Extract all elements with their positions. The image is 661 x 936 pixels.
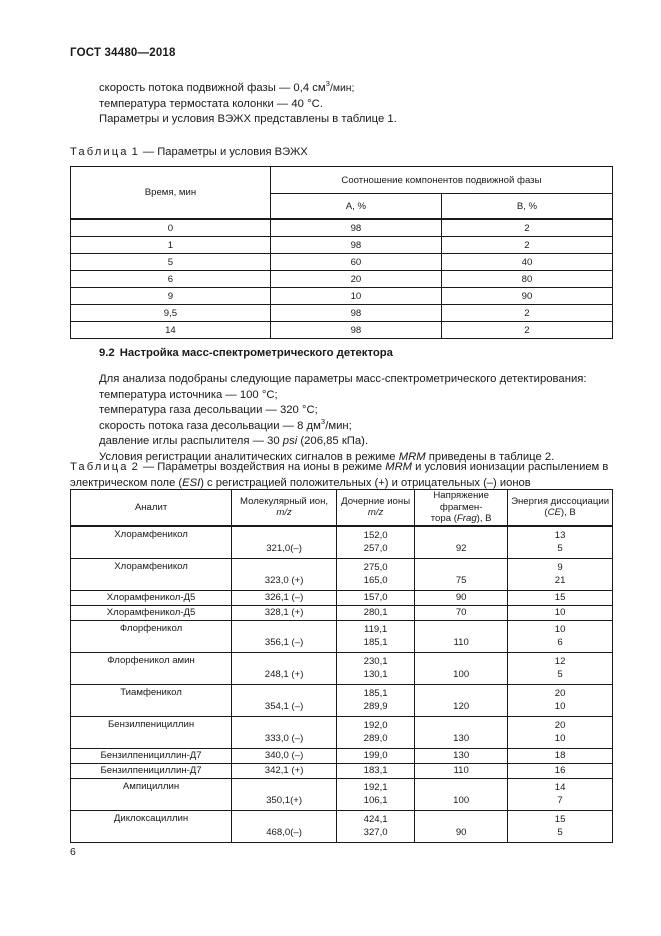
table2-cell-frag: 120	[415, 684, 508, 716]
table2-cell-analyte: Хлорамфеникол	[71, 558, 232, 590]
table2-cell-analyte: Флорфеникол	[71, 620, 232, 652]
sec92-line-6-italic: MRM	[398, 450, 426, 463]
table-hplc-parameters	[70, 166, 613, 339]
table1-cell-a: 98	[270, 237, 441, 254]
table1-cell-a: 10	[270, 288, 441, 305]
table2-cell-frag: 110	[415, 620, 508, 652]
sec92-line-4	[99, 419, 619, 435]
table2-cell-daughter-ions: 192,0 289,0	[337, 716, 415, 748]
intro-paragraph	[99, 81, 619, 128]
table1-cell-time: 1	[71, 237, 271, 254]
table1-cell-time: 5	[71, 254, 271, 271]
table2-cell-molecular-ion: 468,0(–)	[232, 810, 337, 842]
table-row	[71, 716, 613, 748]
table2-header-frag-italic: Frag	[456, 513, 477, 524]
table2-header-ce-line2	[508, 507, 612, 519]
table2-cell-daughter-ions: 230,1 130,1	[337, 652, 415, 684]
table2-header-frag-line2-post: ), В	[476, 513, 492, 524]
table-row	[71, 778, 613, 810]
table2-caption-italic-esi: ESI	[182, 476, 201, 489]
table-row	[71, 652, 613, 684]
table2-header-analyte: Аналит	[71, 490, 232, 526]
table2-cell-molecular-ion: 340,0 (–)	[232, 748, 337, 763]
table2-cell-frag: 70	[415, 605, 508, 620]
table2-cell-daughter-ions: 199,0	[337, 748, 415, 763]
standard-header: ГОСТ 34480—2018	[70, 47, 176, 59]
table2-cell-ce: 15 5	[508, 810, 613, 842]
table1-cell-time: 6	[71, 271, 271, 288]
table1-cell-b: 2	[441, 322, 612, 339]
table1-cell-b: 90	[441, 288, 612, 305]
table1-cell-a: 60	[270, 254, 441, 271]
table1-caption-number: 1	[131, 146, 138, 158]
table1-caption-word: Таблица	[70, 146, 129, 158]
table2-cell-ce: 20 10	[508, 716, 613, 748]
sec92-line-1: Для анализа подобраны следующие параметры масс-спектрометрического детектирования:	[99, 373, 587, 385]
table2-cell-daughter-ions: 152,0 257,0	[337, 526, 415, 559]
table2-caption	[70, 460, 615, 491]
table1-cell-time: 9,5	[71, 305, 271, 322]
table1-cell-b: 2	[441, 219, 612, 237]
table2-cell-frag: 130	[415, 716, 508, 748]
table2-cell-ce: 13 5	[508, 526, 613, 559]
table2-header-fragmentor-voltage	[415, 490, 508, 526]
table2-cell-analyte: Бензилпенициллин	[71, 716, 232, 748]
table1-cell-a: 98	[270, 219, 441, 237]
table2-cell-molecular-ion: 328,1 (+)	[232, 605, 337, 620]
table2-caption-italic-mrm: MRM	[385, 461, 412, 473]
intro-line-1-pre: скорость потока подвижной фазы — 0,4 см	[99, 82, 326, 94]
table2-header-ce-italic: CE	[547, 507, 561, 519]
sec92-line-2: температура источника — 100 °C;	[99, 388, 278, 401]
table2-header-molecular-ion-line1: Молекулярный ион,	[240, 495, 329, 507]
table2-header-daughter-ions-line1: Дочерние ионы	[341, 495, 411, 507]
table2-cell-daughter-ions: 424,1 327,0	[337, 810, 415, 842]
table2-cell-molecular-ion: 321,0(–)	[232, 526, 337, 559]
sec92-line-4-post: /мин;	[325, 419, 352, 432]
table2-cell-analyte: Диклоксациллин	[71, 810, 232, 842]
table-row	[71, 590, 613, 605]
sec92-line-5-pre: давление иглы распылителя — 30	[99, 435, 283, 448]
table2-cell-ce: 10	[508, 605, 613, 620]
table2-cell-analyte: Флорфеникол амин	[71, 652, 232, 684]
table2-caption-part1: — Параметры воздействия на ионы в режиме	[142, 461, 386, 473]
table-row	[71, 219, 613, 237]
table-row	[71, 810, 613, 842]
table2-cell-molecular-ion: 326,1 (–)	[232, 590, 337, 605]
table2-cell-ce: 9 21	[508, 558, 613, 590]
page-number: 6	[70, 846, 76, 858]
table-row	[71, 322, 613, 339]
table1-cell-b: 2	[441, 237, 612, 254]
table2-cell-ce: 20 10	[508, 684, 613, 716]
table2-cell-ce: 12 5	[508, 652, 613, 684]
table2-cell-frag: 90	[415, 810, 508, 842]
table2-header-row	[71, 490, 613, 526]
table2-header-molecular-ion-line2: m/z	[276, 507, 292, 519]
table2-cell-daughter-ions: 185,1 289,9	[337, 684, 415, 716]
section-9-2-paragraph	[99, 372, 619, 466]
table2-header-ce-line2-pre: (	[544, 507, 548, 519]
table2-cell-molecular-ion: 350,1(+)	[232, 778, 337, 810]
table-row	[71, 558, 613, 590]
table2-caption-line2-pre: электрическом поле (	[70, 476, 183, 489]
table2-header-frag-line1: Напряжение фрагмен-	[433, 490, 489, 513]
table-row	[71, 237, 613, 254]
table2-cell-analyte: Хлорамфеникол-Д5	[71, 605, 232, 620]
table2-caption-part2: и условия ионизации распылением в	[411, 461, 609, 473]
table2-cell-analyte: Бензилпенициллин-Д7	[71, 748, 232, 763]
table2-cell-frag: 92	[415, 526, 508, 559]
table2-header-ce-line1: Энергия диссоциации	[511, 495, 610, 507]
table2-header-frag-line2	[415, 513, 507, 525]
table2-cell-molecular-ion: 356,1 (–)	[232, 620, 337, 652]
table1-cell-a: 98	[270, 322, 441, 339]
sec92-line-6-post: приведены в таблице 2.	[425, 450, 555, 463]
table-row	[71, 254, 613, 271]
table-row	[71, 305, 613, 322]
intro-line-2: температура термостата колонки — 40 °C.	[99, 97, 323, 110]
table2-cell-analyte: Тиамфеникол	[71, 684, 232, 716]
table2-cell-molecular-ion: 333,0 (–)	[232, 716, 337, 748]
table1-header-a-percent: А, %	[270, 194, 441, 220]
table2-cell-daughter-ions: 192,1 106,1	[337, 778, 415, 810]
table2-caption-line2-post: ) с регистрацией положительных (+) и отрицательных (–) ионов	[200, 476, 531, 489]
table2-cell-ce: 10 6	[508, 620, 613, 652]
intro-line-1	[99, 81, 619, 97]
table2-cell-ce: 18	[508, 748, 613, 763]
table2-caption-word: Таблица	[70, 461, 129, 473]
table1-caption-text: — Параметры и условия ВЭЖХ	[142, 146, 308, 158]
table2-cell-molecular-ion: 323,0 (+)	[232, 558, 337, 590]
table2-cell-molecular-ion: 248,1 (+)	[232, 652, 337, 684]
table2-cell-daughter-ions: 275,0 165,0	[337, 558, 415, 590]
table2-cell-daughter-ions: 183,1	[337, 763, 415, 778]
table2-cell-daughter-ions: 157,0	[337, 590, 415, 605]
sec92-line-5	[99, 434, 619, 450]
sec92-line-4-superscript: 3	[320, 417, 326, 427]
table2-cell-frag: 90	[415, 590, 508, 605]
table2-cell-analyte: Хлорамфеникол	[71, 526, 232, 559]
sec92-line-5-post: (206,85 кПа).	[297, 435, 369, 448]
table2-cell-analyte: Ампициллин	[71, 778, 232, 810]
table-row	[71, 684, 613, 716]
table1-cell-a: 98	[270, 305, 441, 322]
table2-cell-ce: 16	[508, 763, 613, 778]
table1-cell-time: 9	[71, 288, 271, 305]
table1-cell-time: 0	[71, 219, 271, 237]
table1-caption	[70, 145, 615, 161]
table1-cell-a: 20	[270, 271, 441, 288]
table2-cell-analyte: Бензилпенициллин-Д7	[71, 763, 232, 778]
table1-cell-b: 2	[441, 305, 612, 322]
table2-cell-daughter-ions: 119,1 185,1	[337, 620, 415, 652]
sec92-line-3: температура газа десольвации — 320 °C;	[99, 404, 318, 417]
table2-cell-molecular-ion: 342,1 (+)	[232, 763, 337, 778]
section-heading-9-2	[99, 347, 393, 359]
table2-cell-ce: 15	[508, 590, 613, 605]
table2-cell-daughter-ions: 280,1	[337, 605, 415, 620]
table2-header-frag-line2-pre: тора (	[430, 513, 457, 524]
table2-cell-frag: 100	[415, 778, 508, 810]
table2-cell-frag: 100	[415, 652, 508, 684]
section-title: Настройка масс-спектрометрического детектора	[119, 347, 393, 359]
table-row	[71, 763, 613, 778]
sec92-line-4-pre: скорость потока газа десольвации — 8 дм	[99, 419, 321, 432]
table2-caption-number: 2	[131, 461, 138, 473]
table-row	[71, 605, 613, 620]
table-row	[71, 526, 613, 559]
table2-header-daughter-ions-line2: m/z	[367, 507, 384, 519]
table-row	[71, 620, 613, 652]
intro-line-1-post: /мин;	[329, 83, 355, 94]
table-row	[71, 271, 613, 288]
table-mrm-ion-parameters	[70, 489, 613, 843]
table2-header-ce-line2-post: ), В	[560, 507, 576, 519]
table2-cell-frag: 110	[415, 763, 508, 778]
sec92-line-6-pre: Условия регистрации аналитических сигналов в режиме	[99, 450, 399, 463]
table2-cell-analyte: Хлорамфеникол-Д5	[71, 590, 232, 605]
table2-cell-molecular-ion: 354,1 (–)	[232, 684, 337, 716]
table2-header-molecular-ion	[232, 490, 337, 526]
table2-header-daughter-ions	[337, 490, 415, 526]
intro-line-1-superscript: 3	[325, 79, 330, 89]
table1-header-ratio-group: Соотношение компонентов подвижной фазы	[270, 167, 612, 194]
table2-cell-frag: 130	[415, 748, 508, 763]
table1-cell-time: 14	[71, 322, 271, 339]
sec92-line-5-italic: psi	[282, 435, 298, 448]
table1-header-b-percent: В, %	[441, 194, 612, 220]
table2-cell-frag: 75	[415, 558, 508, 590]
table1-header-row-1	[71, 167, 613, 194]
table2-header-collision-energy	[508, 490, 613, 526]
section-number: 9.2	[99, 347, 115, 359]
table1-header-time: Время, мин	[71, 167, 271, 220]
intro-line-3: Параметры и условия ВЭЖХ представлены в таблице 1.	[99, 113, 397, 126]
table-row	[71, 288, 613, 305]
table1-cell-b: 80	[441, 271, 612, 288]
table2-cell-ce: 14 7	[508, 778, 613, 810]
table1-cell-b: 40	[441, 254, 612, 271]
table-row	[71, 748, 613, 763]
